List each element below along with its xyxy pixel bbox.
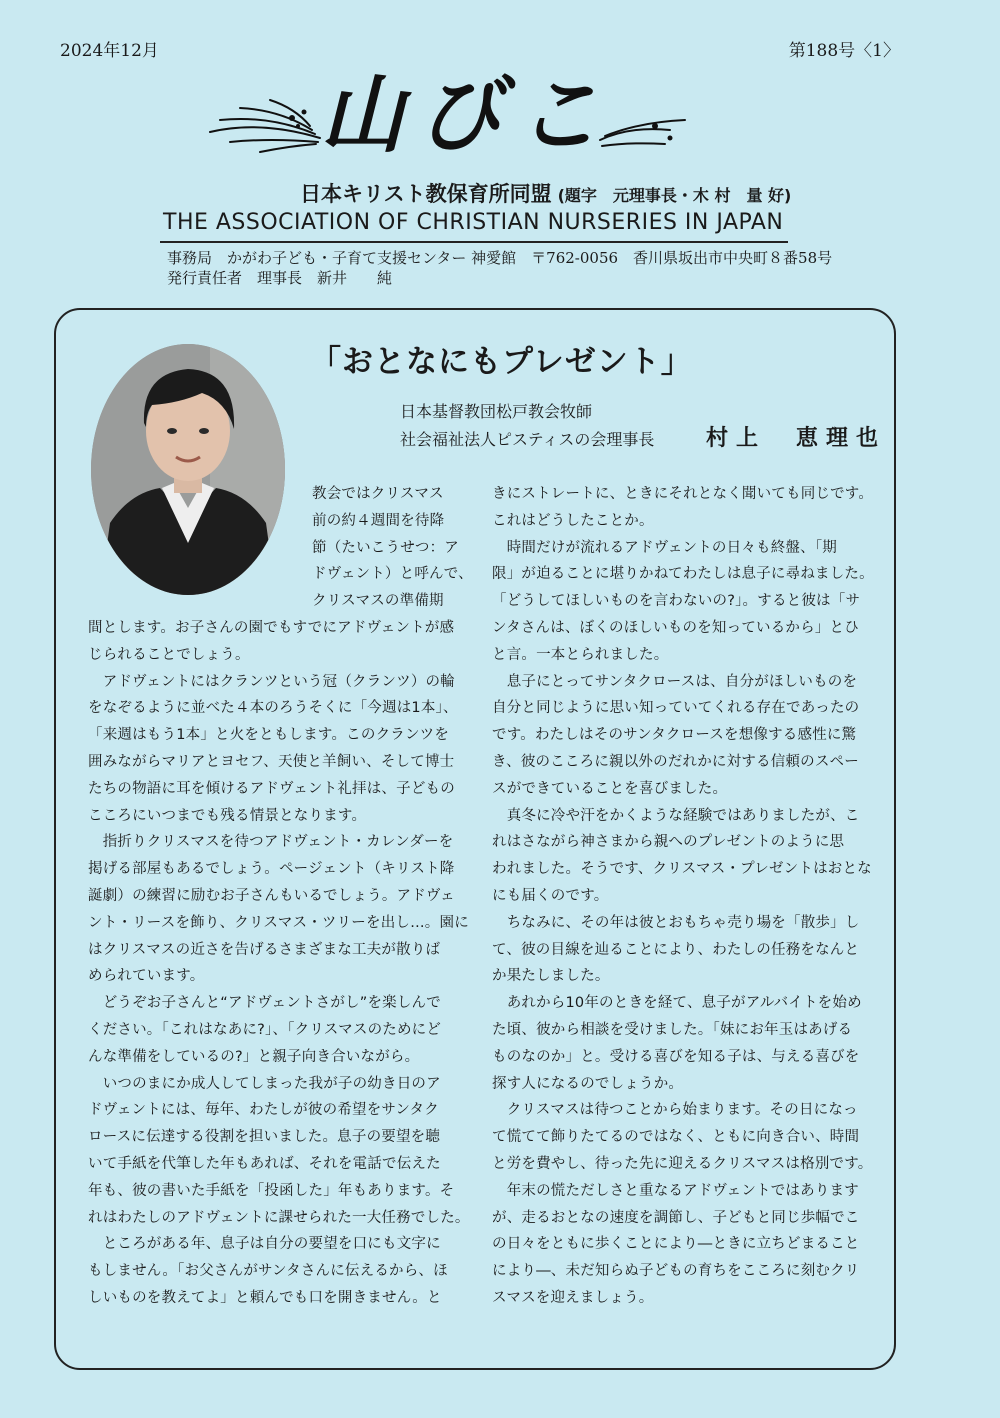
article-line: 指折りクリスマスを待つアドヴェント・カレンダーを [88,834,454,851]
article-line: たちの物語に耳を傾けるアドヴェント礼拝は、子どもの [88,780,455,797]
article-line: き、彼のこころに親以外のだれかに対する信頼のスペー [492,754,859,770]
article-line: と言。一本とられました。 [492,646,669,663]
author-portrait [90,343,286,596]
article-line: にも届くのです。 [492,888,609,904]
article-line: て、彼の目線を辿ることにより、わたしの任務をなんと [492,941,860,958]
article-line: 息子にとってサンタクロースは、自分がほしいものを [492,673,858,690]
org-name [300,178,791,208]
article-line: ント・リースを飾り、クリスマス・ツリーを出し…。園に [88,914,469,931]
article-line: と労を費やし、待った先に迎えるクリスマスは格別です。 [492,1156,873,1172]
article-line: 前の約４週間を待降 [312,512,445,529]
article-line: 真冬に冷や汗をかくような経験ではありましたが、こ [492,807,860,824]
article-line: アドヴェントにはクランツという冠（クランツ）の輪 [88,673,455,690]
office-line: 事務局 かがわ子ども・子育て支援センター 神愛館 〒762-0056 香川県坂出市中央町８番58号 [167,249,833,267]
article-line: スができていることを喜びました。 [492,780,728,797]
author-affiliation-1: 日本基督教団松戸教会牧師 [400,402,593,421]
article-line: いつのまにか成人してしまった我が子の幼き日のア [88,1075,441,1092]
article-line: れはさながら神さまから親へのプレゼントのように思 [492,834,845,851]
article-line: しいものを教えてよ」と頼んでも口を開きません。と [88,1290,442,1306]
article-line: きにストレートに、ときにそれとなく聞いても同じです。 [492,486,874,502]
article-line: 「どうしてほしいものを言わないの?」。すると彼は「サ [492,593,861,610]
masthead-title: 山びこ [320,65,615,164]
article-line: 掲げる部屋もあるでしょう。ページェント（キリスト降 [88,861,455,878]
article-line: いて手紙を代筆した年もあれば、それを電話で伝えた [88,1156,441,1172]
article-line: 間とします。お子さんの園でもすでにアドヴェントが感 [88,620,455,636]
author-affiliation-2: 社会福祉法人ピスティスの会理事長 [400,430,655,449]
article-title: 「おとなにもプレゼント」 [310,344,693,380]
article-line: をなぞるように並べた４本のろうそくに「今週は1本」、 [88,700,458,717]
article-line: はクリスマスの近さを告げるさまざまな工夫が散りば [88,941,441,958]
article-line: スマスを迎えましょう。 [492,1290,654,1306]
office-info [167,248,832,288]
calligrapher-note: (題字 元理事長・木 村 量 好) [557,186,792,205]
article-line: これはどうしたことか。 [492,512,654,529]
article-line: 自分と同じように思い知っていてくれる存在であったの [492,700,860,717]
masthead [200,60,700,170]
article-line: ください。「これはなあに?」、「クリスマスのためにど [88,1022,442,1038]
article-line: 年末の慌ただしさと重なるアドヴェントではあります [492,1182,859,1199]
article-line: われました。そうです、クリスマス・プレゼントはおとな [492,861,872,878]
article-line: 「来週はもう1本」と火をともします。このクランツを [88,727,450,744]
article-line: 囲みながらマリアとヨセフ、天使と羊飼い、そして博士 [88,754,455,770]
article-line: により―、未だ知らぬ子どもの育ちをこころに刻むクリ [492,1263,860,1280]
article-line: て慌てて飾りたてるのではなく、ともに向き合い、時間 [492,1129,860,1146]
article-line: 探す人になるのでしょうか。 [492,1075,684,1092]
issue-date: 2024年12月 [60,41,159,61]
article-line: 誕劇）の練習に励むお子さんもいるでしょう。アドヴェ [88,888,455,904]
header-divider [160,241,788,243]
article-line: か果たしました。 [492,968,610,985]
article-line: 年も、彼の書いた手紙を「投函した」年もあります。そ [88,1182,455,1199]
article-line: ところがある年、息子は自分の要望を口にも文字に [88,1236,441,1253]
article-line: 節（たいこうせつ：ア [312,539,459,556]
article-line: クリスマスの準備期 [312,593,444,610]
article-line: じられることでしょう。 [88,646,250,663]
article-line: 教会ではクリスマス [312,486,444,502]
article-line: どうぞお子さんと“アドヴェントさがし”を楽しんで [88,995,441,1012]
article-line: ちなみに、その年は彼とおもちゃ売り場を「散歩」し [492,914,860,931]
article-line: です。わたしはそのサンタクロースを想像する感性に驚 [492,727,857,744]
article-line: ンタさんは、ぼくのほしいものを知っているから」とひ [492,620,859,636]
issue-number: 第188号〈1〉 [788,41,900,61]
article-line: もしません。「お父さんがサンタさんに伝えるから、ほ [88,1263,448,1280]
article-line: れはわたしのアドヴェントに課せられた一大任務でした。 [88,1209,470,1226]
org-name-english: THE ASSOCIATION OF CHRISTIAN NURSERIES IN JAPAN [163,210,784,235]
article-line: ドヴェントには、毎年、わたしが彼の希望をサンタク [88,1102,439,1119]
article-line: あれから10年のときを経て、息子がアルバイトを始め [492,995,862,1012]
article-line: められています。 [88,968,205,985]
article-line: が、走るおとなの速度を調節し、子どもと同じ歩幅でこ [492,1209,860,1226]
article-line: ドヴェント）と呼んで、 [312,566,473,583]
article-line: クリスマスは待つことから始まります。その日になっ [492,1102,858,1119]
article-line: こころにいつまでも残る情景となります。 [88,807,367,824]
org-name-text: 日本キリスト教保育所同盟 [300,182,552,206]
author-name: 村上 恵理也 [706,426,887,451]
article-line: ものなのか」と。受ける喜びを知る子は、与える喜びを [492,1048,860,1065]
article-line: 時間だけが流れるアドヴェントの日々も終盤、「期 [492,539,837,556]
article-line: の日々をともに歩くことにより―ときに立ちどまること [492,1236,860,1253]
article-line: ロースに伝達する役割を担いました。息子の要望を聴 [88,1129,441,1146]
article-line: た頃、彼から相談を受けました。「妹にお年玉はあげる [492,1022,853,1038]
article-line: 限」が迫ることに堪りかねてわたしは息子に尋ねました。 [492,566,874,583]
publisher-line: 発行責任者 理事長 新井 純 [167,269,393,287]
article-line: んな準備をしているの?」と親子向き合いながら。 [88,1048,420,1065]
